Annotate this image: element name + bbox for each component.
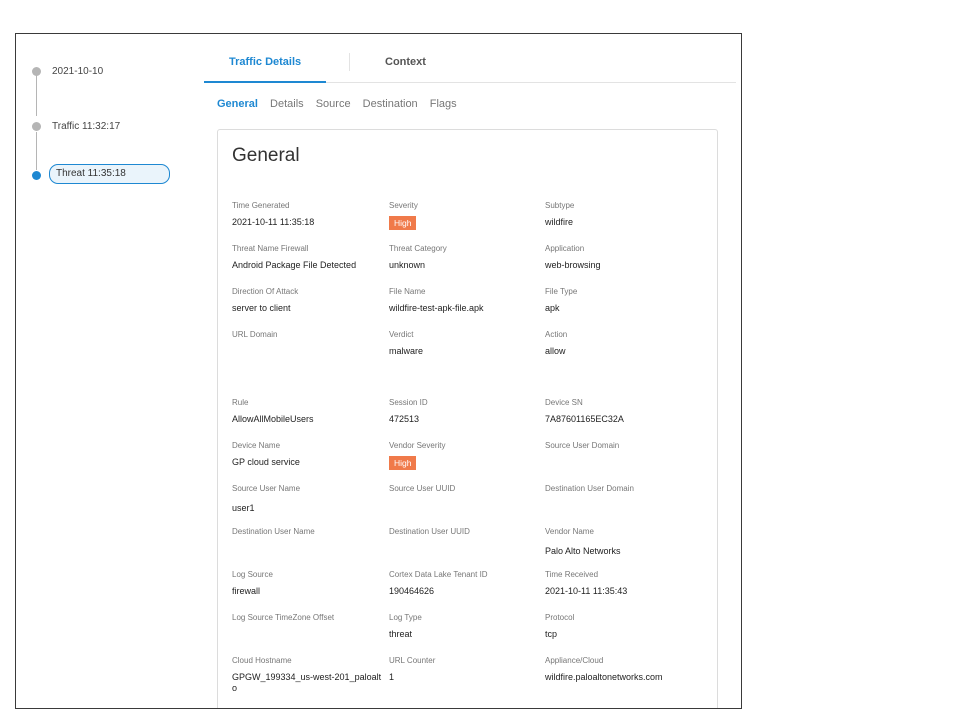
detail-tabs [204, 47, 736, 83]
vendor-severity-badge: High [389, 456, 416, 470]
field-value: AllowAllMobileUsers [232, 414, 314, 424]
field-destination-user-uuid [389, 526, 539, 537]
log-detail-panel [15, 33, 742, 709]
field-value: GP cloud service [232, 457, 300, 467]
field-value: 2021-10-11 11:35:43 [545, 586, 628, 596]
field-value: unknown [389, 260, 426, 270]
field-url-counter [389, 655, 539, 683]
field-value: tcp [545, 629, 558, 639]
field-label: Log Source [232, 570, 273, 579]
field-verdict [389, 329, 539, 357]
field-label: Session ID [389, 398, 428, 407]
timeline-dot-threat [32, 171, 41, 180]
timeline-connector [36, 74, 37, 116]
event-timeline [16, 34, 191, 234]
field-label: Protocol [545, 613, 575, 622]
tab-traffic-details[interactable]: Traffic Details [229, 56, 302, 68]
timeline-dot-traffic [32, 122, 41, 131]
field-log-type [389, 612, 539, 640]
field-label: Threat Category [389, 244, 447, 253]
field-file-name [389, 286, 539, 314]
field-label: Device SN [545, 398, 583, 407]
field-cloud-hostname [232, 655, 382, 694]
field-application [545, 243, 695, 271]
field-label: Destination User Domain [545, 484, 634, 493]
field-value: wildfire.paloaltonetworks.com [545, 672, 663, 682]
field-action [545, 329, 695, 357]
field-direction-of-attack [232, 286, 382, 314]
subtab-flags[interactable]: Flags [429, 98, 457, 110]
field-destination-user-name [232, 526, 382, 537]
field-device-name [232, 440, 382, 468]
field-label: Application [545, 244, 585, 253]
tab-context[interactable]: Context [385, 56, 426, 68]
subtab-source[interactable]: Source [315, 98, 351, 110]
field-severity [389, 200, 539, 231]
section-subtabs [217, 98, 466, 110]
field-label: Rule [232, 398, 249, 407]
card-title: General [232, 145, 300, 166]
field-label: Destination User UUID [389, 527, 470, 536]
field-value: allow [545, 346, 566, 356]
field-source-user-uuid [389, 483, 539, 494]
field-label: Log Type [389, 613, 422, 622]
field-value: malware [389, 346, 424, 356]
field-label: URL Counter [389, 656, 436, 665]
field-label: File Type [545, 287, 578, 296]
tab-divider [349, 53, 350, 71]
field-value: 7A87601165EC32A [545, 414, 624, 424]
subtab-details[interactable]: Details [270, 98, 304, 110]
field-threat-name [232, 243, 382, 271]
field-label: Cortex Data Lake Tenant ID [389, 570, 488, 579]
field-label: File Name [389, 287, 426, 296]
field-label: Device Name [232, 441, 281, 450]
field-label: Time Generated [232, 201, 290, 210]
field-label: Severity [389, 201, 418, 210]
field-protocol [545, 612, 695, 640]
field-label: Destination User Name [232, 527, 315, 536]
field-value: server to client [232, 303, 291, 313]
field-value: threat [389, 629, 413, 639]
field-url-domain [232, 329, 382, 340]
field-label: URL Domain [232, 330, 278, 339]
timeline-connector [36, 132, 37, 170]
active-tab-indicator [204, 81, 326, 83]
field-value: user1 [232, 503, 255, 513]
timeline-date-label: 2021-10-10 [52, 66, 104, 77]
field-label: Log Source TimeZone Offset [232, 613, 335, 622]
field-label: Subtype [545, 201, 575, 210]
field-file-type [545, 286, 695, 314]
field-session-id [389, 397, 539, 425]
field-subtype [545, 200, 695, 228]
field-value: Palo Alto Networks [545, 546, 621, 556]
field-device-sn [545, 397, 695, 425]
field-log-source-timezone-offset [232, 612, 382, 623]
field-label: Cloud Hostname [232, 656, 292, 665]
timeline-item-traffic[interactable]: Traffic 11:32:17 [52, 121, 121, 132]
field-label: Source User UUID [389, 484, 456, 493]
field-value: 190464626 [389, 586, 435, 596]
field-source-user-name [232, 483, 382, 514]
field-rule [232, 397, 382, 425]
field-value: 1 [389, 672, 395, 682]
field-label: Time Received [545, 570, 599, 579]
timeline-item-threat[interactable]: Threat 11:35:18 [49, 164, 170, 184]
field-label: Vendor Name [545, 527, 594, 536]
field-label: Action [545, 330, 568, 339]
field-label: Verdict [389, 330, 414, 339]
field-value: wildfire-test-apk-file.apk [389, 303, 484, 313]
field-tenant-id [389, 569, 539, 597]
field-value: wildfire [545, 217, 574, 227]
field-value: 2021-10-11 11:35:18 [232, 217, 315, 227]
field-label: Vendor Severity [389, 441, 446, 450]
field-time-received [545, 569, 695, 597]
field-value: apk [545, 303, 560, 313]
subtab-general[interactable]: General [217, 98, 258, 110]
field-label: Source User Name [232, 484, 301, 493]
field-label: Threat Name Firewall [232, 244, 309, 253]
field-time-generated [232, 200, 382, 228]
field-value: Android Package File Detected [232, 260, 357, 270]
field-appliance-cloud [545, 655, 715, 683]
field-value: 472513 [389, 414, 420, 424]
field-value: web-browsing [545, 260, 601, 270]
severity-badge: High [389, 216, 416, 230]
field-threat-category [389, 243, 539, 271]
field-label: Source User Domain [545, 441, 620, 450]
field-label: Direction Of Attack [232, 287, 299, 296]
field-label: Appliance/Cloud [545, 656, 604, 665]
field-vendor-severity [389, 440, 539, 471]
general-card [217, 129, 718, 709]
field-value: GPGW_199334_us-west-201_paloalto [232, 672, 382, 693]
subtab-destination[interactable]: Destination [362, 98, 418, 110]
field-source-user-domain [545, 440, 695, 451]
field-value: firewall [232, 586, 261, 596]
field-vendor-name [545, 526, 695, 557]
field-destination-user-domain [545, 483, 695, 494]
field-log-source [232, 569, 382, 597]
timeline-dot-date [32, 67, 41, 76]
